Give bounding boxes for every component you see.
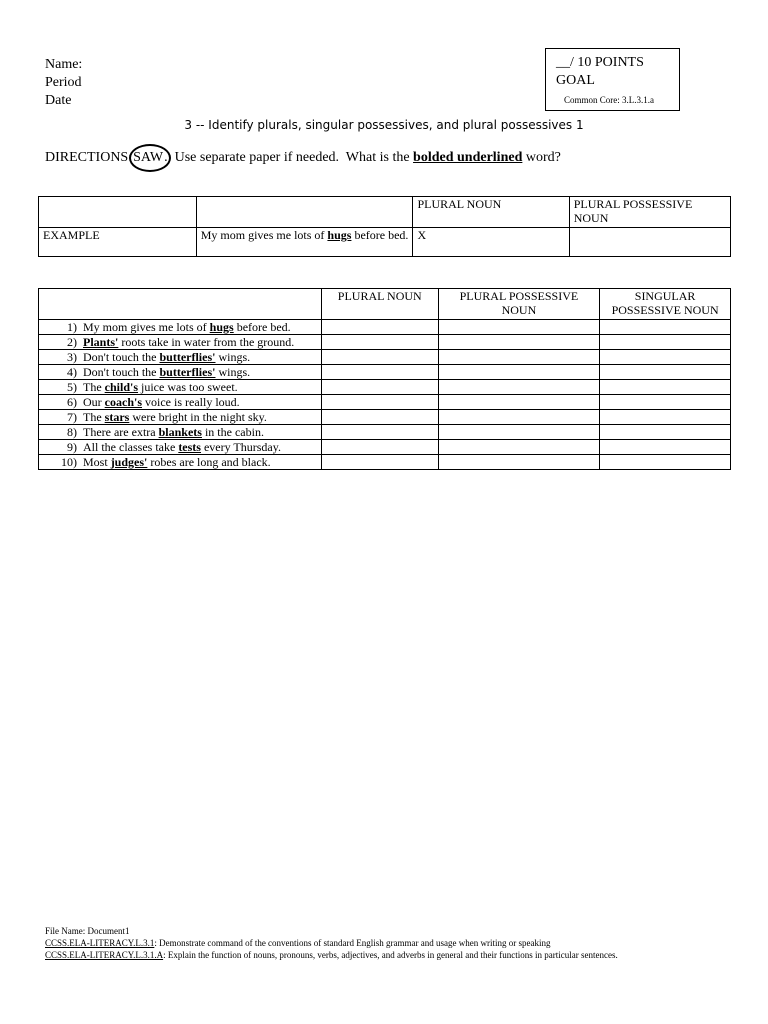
sentence-cell [39,425,322,440]
sentence-pre: All the classes take [83,440,179,454]
sentence-post: voice is really loud. [142,395,240,409]
period-label: Period [45,75,82,90]
answer-plural-noun[interactable] [321,440,438,455]
answer-singular-possessive[interactable] [600,455,731,470]
sentence-word: butterflies' [159,350,216,364]
example-plural-mark: X [413,228,569,257]
sentence-word: child's [104,380,139,394]
sentence-cell [39,455,322,470]
sentence-pre: The [83,380,105,394]
sentence-word: blankets [158,425,202,439]
answer-plural-noun[interactable] [321,320,438,335]
sentence-post: were bright in the night sky. [129,410,267,424]
points-box [545,48,680,111]
saw-text: SAW [133,150,164,165]
standard-2-link[interactable]: CCSS.ELA-LITERACY.L.3.1.A [45,950,164,960]
answer-plural-noun[interactable] [321,410,438,425]
sentence-word: tests [178,440,201,454]
work-header-row [39,289,731,320]
goal-label: GOAL [556,73,595,88]
item-number: 4) [67,365,77,379]
answer-plural-possessive[interactable] [438,425,600,440]
common-core-label: Common Core: 3.L.3.1.a [564,95,654,105]
sentence-word: Plants' [83,335,119,349]
example-table [38,196,731,257]
footer [45,925,618,961]
example-label: EXAMPLE [39,228,197,257]
example-header-cell [196,197,413,228]
saw-circle-mark [129,144,171,172]
sentence-pre: Our [83,395,105,409]
saw-circled [132,148,164,168]
answer-plural-possessive[interactable] [438,380,600,395]
example-row [39,228,731,257]
sentence-cell [39,365,322,380]
table-row [39,395,731,410]
item-number: 6) [67,395,77,409]
directions-label: DIRECTIONS: [45,150,133,165]
answer-plural-noun[interactable] [321,350,438,365]
table-row [39,440,731,455]
answer-plural-noun[interactable] [321,395,438,410]
sentence-cell [39,440,322,455]
table-row [39,380,731,395]
sentence-pre: There are extra [83,425,159,439]
sentence-pre: Most [83,455,111,469]
table-row [39,320,731,335]
example-sentence-word: hugs [327,228,352,242]
sentence-cell [39,395,322,410]
example-header-row [39,197,731,228]
sentence-post: before bed. [233,320,291,334]
sentence-cell [39,350,322,365]
answer-plural-possessive[interactable] [438,350,600,365]
sentence-word: hugs [209,320,234,334]
sentence-cell [39,380,322,395]
answer-plural-noun[interactable] [321,365,438,380]
sentence-pre: The [83,410,105,424]
answer-plural-possessive[interactable] [438,410,600,425]
example-header-plural-noun: PLURAL NOUN [413,197,569,228]
sentence-post: every Thursday. [200,440,281,454]
sentence-word: judges' [110,455,148,469]
item-number: 10) [61,455,77,469]
table-row [39,350,731,365]
item-number: 5) [67,380,77,394]
table-row [39,410,731,425]
example-sentence [196,228,413,257]
answer-plural-possessive[interactable] [438,335,600,350]
answer-plural-noun[interactable] [321,425,438,440]
item-number: 9) [67,440,77,454]
sentence-pre: Don't touch the [83,365,160,379]
table-row [39,425,731,440]
example-header-cell [39,197,197,228]
answer-plural-possessive[interactable] [438,395,600,410]
answer-singular-possessive[interactable] [600,380,731,395]
example-header-plural-possessive: PLURAL POSSESSIVE NOUN [569,197,730,228]
answer-plural-possessive[interactable] [438,320,600,335]
sentence-post: in the cabin. [201,425,264,439]
name-label: Name: [45,57,83,72]
answer-singular-possessive[interactable] [600,440,731,455]
answer-singular-possessive[interactable] [600,395,731,410]
work-header-singular-possessive: SINGULAR POSSESSIVE NOUN [600,289,731,320]
date-label: Date [45,93,72,108]
sentence-pre: My mom gives me lots of [83,320,210,334]
example-sentence-post: before bed. [351,228,409,242]
bold-underlined-text: bolded underlined [413,150,523,165]
answer-singular-possessive[interactable] [600,365,731,380]
work-table [38,288,731,470]
item-number: 2) [67,335,77,349]
table-row [39,365,731,380]
item-number: 3) [67,350,77,364]
sentence-post: wings. [215,350,251,364]
worksheet-subtitle: 3 -- Identify plurals, singular possessives, and plural possessives 1 [184,118,584,132]
sentence-cell [39,320,322,335]
directions [45,148,561,168]
work-header-sentence [39,289,322,320]
standard-2-text: : Explain the function of nouns, pronouns, verbs, adjectives, and adverbs in general and their functions in particular sentences. [163,950,618,960]
standard-1 [45,937,618,949]
sentence-cell [39,335,322,350]
answer-singular-possessive[interactable] [600,350,731,365]
example-sentence-pre: My mom gives me lots of [200,228,328,242]
points-label: __/ 10 POINTS [556,55,644,70]
answer-plural-possessive[interactable] [438,440,600,455]
standard-2 [45,949,618,961]
answer-singular-possessive[interactable] [600,320,731,335]
standard-1-link[interactable]: CCSS.ELA-LITERACY.L.3.1 [45,938,155,948]
file-name: File Name: Document1 [45,926,130,936]
sentence-word: coach's [104,395,143,409]
standard-1-text: : Demonstrate command of the conventions of standard English grammar and usage when writing or speaking [154,938,551,948]
answer-plural-noun[interactable] [321,455,438,470]
answer-plural-possessive[interactable] [438,365,600,380]
sentence-post: wings. [215,365,251,379]
item-number: 8) [67,425,77,439]
sentence-word: stars [104,410,130,424]
item-number: 1) [67,320,77,334]
item-number: 7) [67,410,77,424]
sentence-cell [39,410,322,425]
example-plural-possessive-mark [569,228,730,257]
answer-plural-noun[interactable] [321,335,438,350]
answer-plural-noun[interactable] [321,380,438,395]
work-header-plural-noun: PLURAL NOUN [321,289,438,320]
answer-singular-possessive[interactable] [600,425,731,440]
work-header-plural-possessive: PLURAL POSSESSIVE NOUN [438,289,600,320]
sentence-post: roots take in water from the ground. [118,335,295,349]
table-row [39,455,731,470]
directions-text-a: . Use separate paper if needed. What is the [164,150,414,165]
sentence-post: robes are long and black. [147,455,271,469]
sentence-pre: Don't touch the [83,350,160,364]
answer-singular-possessive[interactable] [600,335,731,350]
answer-singular-possessive[interactable] [600,410,731,425]
answer-plural-possessive[interactable] [438,455,600,470]
sentence-word: butterflies' [159,365,216,379]
table-row [39,335,731,350]
sentence-post: juice was too sweet. [138,380,238,394]
directions-text-b: word? [522,150,561,165]
